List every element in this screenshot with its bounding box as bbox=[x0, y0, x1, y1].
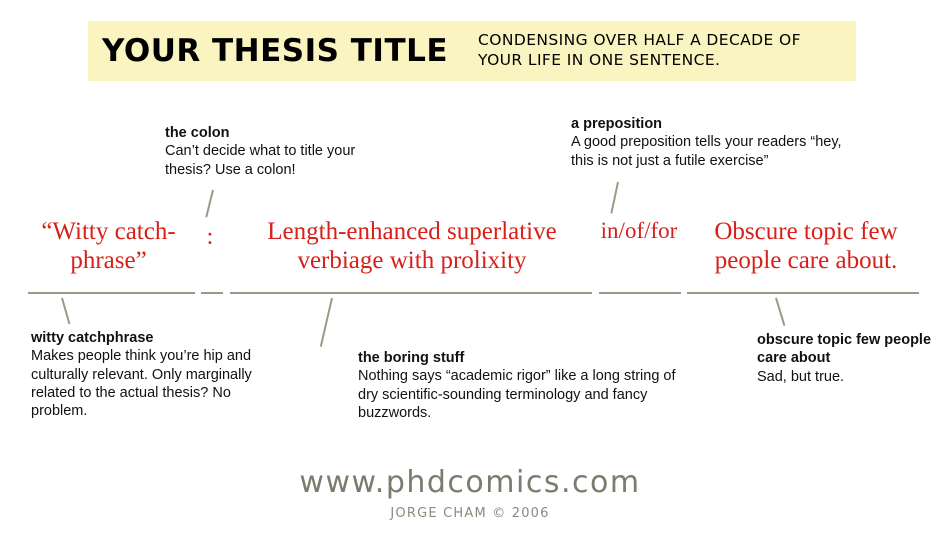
title-segment-obscure-topic: Obscure topic few people care about. bbox=[714, 218, 898, 274]
title-segment-witty-catchphrase: “Witty catch-phrase” bbox=[41, 218, 176, 274]
leader-line-catchphrase bbox=[61, 298, 70, 324]
banner-subtitle bbox=[478, 31, 801, 71]
annotation-colon-title: the colon bbox=[165, 125, 230, 141]
underline-rule-preposition bbox=[599, 292, 681, 294]
leader-line-preposition bbox=[610, 182, 618, 214]
annotation-boring-stuff-body: Nothing says “academic rigor” like a long string of dry scientific-sounding terminology and fancy buzzwords. bbox=[358, 368, 676, 421]
footer bbox=[0, 466, 940, 521]
annotation-obscure-topic-body: Sad, but true. bbox=[757, 368, 845, 385]
annotation-catchphrase bbox=[31, 329, 291, 420]
banner-title: YOUR THESIS TITLE bbox=[102, 32, 449, 69]
annotation-colon-body: Can’t decide what to title your thesis? Use a colon! bbox=[165, 143, 356, 178]
annotation-preposition bbox=[571, 115, 846, 170]
banner-subtitle-line-2: YOUR LIFE IN ONE SENTENCE. bbox=[478, 51, 721, 69]
underline-rule-verbiage bbox=[230, 292, 592, 294]
annotation-preposition-title: a preposition bbox=[571, 116, 663, 132]
leader-line-boring-stuff bbox=[320, 298, 333, 347]
banner-subtitle-line-1: CONDENSING OVER HALF A DECADE OF bbox=[478, 31, 801, 50]
underline-rule-witty bbox=[28, 292, 195, 294]
title-segment-preposition: in/of/for bbox=[600, 218, 678, 243]
annotation-obscure-topic bbox=[757, 331, 937, 386]
header-banner bbox=[88, 21, 856, 81]
footer-url[interactable]: www.phdcomics.com bbox=[299, 465, 641, 500]
underline-rule-colon bbox=[201, 292, 223, 294]
title-segment-verbiage: Length-enhanced superlative verbiage with prolixity bbox=[267, 218, 557, 274]
underline-rule-topic bbox=[687, 292, 919, 294]
annotation-boring-stuff-title: the boring stuff bbox=[358, 350, 465, 366]
annotation-catchphrase-title: witty catchphrase bbox=[31, 330, 154, 346]
title-segment-colon: : bbox=[206, 224, 214, 250]
thesis-title-row bbox=[0, 212, 940, 294]
annotation-boring-stuff bbox=[358, 349, 688, 422]
leader-line-obscure-topic bbox=[775, 298, 785, 326]
annotation-colon bbox=[165, 124, 405, 179]
annotation-preposition-body: A good preposition tells your readers “hey, this is not just a futile exercise” bbox=[571, 134, 842, 169]
annotation-obscure-topic-title: obscure topic few people care about bbox=[757, 332, 932, 367]
annotation-catchphrase-body: Makes people think you’re hip and culturally relevant. Only marginally related to the actual thesis? No problem. bbox=[31, 348, 252, 420]
footer-credit: JORGE CHAM © 2006 bbox=[390, 506, 550, 521]
